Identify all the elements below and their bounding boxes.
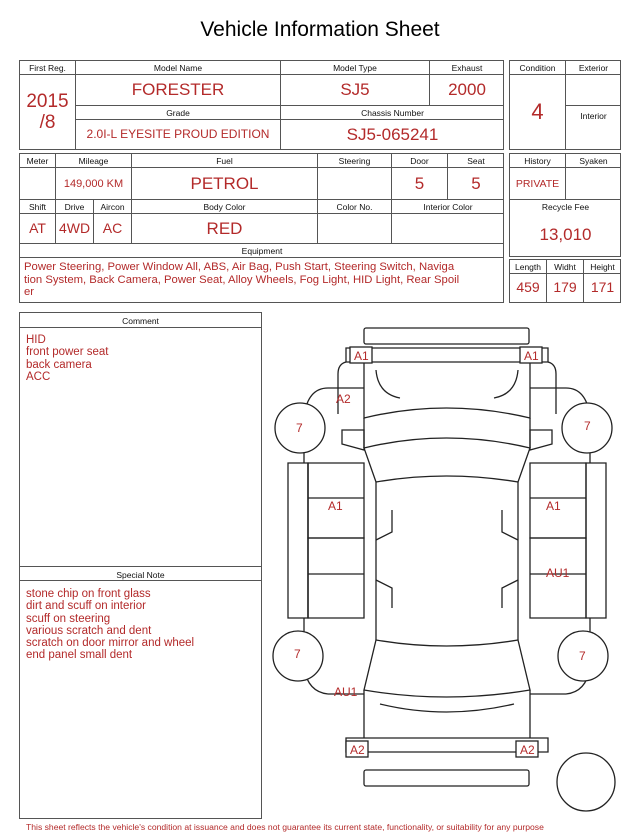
- drive-value: 4WD: [58, 220, 91, 236]
- shift-value: AT: [29, 220, 46, 236]
- aircon-label: Aircon: [100, 202, 125, 212]
- length-label: Length: [515, 262, 541, 272]
- comment-line: back camera: [26, 358, 92, 371]
- drive-label: Drive: [64, 202, 85, 212]
- chassis-number-label: Chassis Number: [361, 108, 424, 118]
- condition-label: Condition: [519, 63, 556, 73]
- spare-wheel: [557, 753, 615, 811]
- comment-list: [26, 334, 108, 383]
- fuel-value: PETROL: [190, 174, 259, 193]
- mark-right-front-wheel: 7: [584, 419, 591, 433]
- basic-info-table: [19, 60, 504, 150]
- width-value: 179: [553, 279, 577, 295]
- equipment-label: Equipment: [241, 246, 283, 256]
- exterior-label: Exterior: [578, 63, 609, 73]
- aircon-value: AC: [102, 220, 123, 236]
- equipment-line: tion System, Back Camera, Power Seat, Alloy Wheels, Fog Light, HID Light, Rear Spoil: [24, 273, 460, 286]
- special-note-line: stone chip on front glass: [26, 588, 151, 600]
- special-note-line: scratch on door mirror and wheel: [26, 637, 195, 650]
- fuel-label: Fuel: [216, 156, 233, 166]
- shift-label: Shift: [28, 202, 46, 212]
- body-color-value: RED: [206, 219, 243, 238]
- grade-label: Grade: [166, 108, 190, 118]
- color-no-label: Color No.: [336, 202, 373, 212]
- syaken-label: Syaken: [579, 156, 608, 166]
- meter-label: Meter: [26, 156, 49, 166]
- recycle-fee-value: 13,010: [539, 225, 592, 244]
- equipment-text: [24, 261, 459, 299]
- spec-table: [19, 153, 504, 303]
- comment-line: front power seat: [26, 346, 109, 359]
- recycle-fee-label: Recycle Fee: [541, 202, 590, 212]
- mark-left-rear-wheel: 7: [294, 647, 301, 661]
- mark-front-left-corner: A1: [354, 349, 369, 363]
- mark-left-front-wheel: 7: [296, 421, 303, 435]
- dimensions-table: [509, 259, 621, 303]
- first-reg-label: First Reg.: [29, 63, 66, 73]
- model-type-label: Model Type: [333, 63, 377, 73]
- comment-line: HID: [26, 334, 46, 346]
- model-type-value: SJ5: [340, 80, 370, 99]
- car-damage-diagram: [268, 318, 624, 816]
- comment-line: ACC: [26, 370, 51, 383]
- comment-label: Comment: [122, 316, 159, 326]
- body-color-label: Body Color: [203, 202, 246, 212]
- interior-label: Interior: [580, 111, 607, 121]
- mark-left-fender: A2: [336, 392, 351, 406]
- special-note-line: dirt and scuff on interior: [26, 600, 146, 613]
- height-label: Height: [590, 262, 615, 272]
- notes-panel: [19, 312, 262, 819]
- mileage-label: Mileage: [78, 156, 109, 166]
- mark-left-rear-quarter: AU1: [334, 685, 358, 699]
- mark-right-rear-door: AU1: [546, 566, 570, 580]
- seat-value: 5: [471, 174, 481, 193]
- grade-value: 2.0I-L EYESITE PROUD EDITION: [86, 127, 270, 141]
- special-note-line: various scratch and dent: [26, 624, 152, 637]
- exhaust-label: Exhaust: [451, 63, 483, 73]
- condition-value: 4: [531, 99, 544, 124]
- special-note-line: scuff on steering: [26, 612, 111, 625]
- mark-rear-right-corner: A2: [520, 743, 535, 757]
- chassis-number-value: SJ5-065241: [346, 125, 439, 144]
- mark-rear-left-corner: A2: [350, 743, 365, 757]
- mark-front-right-corner: A1: [524, 349, 539, 363]
- width-label: Widht: [554, 262, 576, 272]
- door-value: 5: [414, 174, 425, 193]
- door-label: Door: [410, 156, 429, 166]
- history-table: [509, 153, 621, 257]
- page-title: Vehicle Information Sheet: [200, 18, 440, 41]
- history-value: PRIVATE: [515, 178, 560, 190]
- seat-label: Seat: [467, 156, 485, 166]
- history-label: History: [524, 156, 551, 166]
- mark-right-front-door: A1: [546, 499, 561, 513]
- condition-table: [509, 60, 621, 150]
- model-name-value: FORESTER: [131, 80, 225, 99]
- first-reg-month: /8: [39, 112, 56, 133]
- equipment-line: er: [24, 286, 35, 299]
- model-name-label: Model Name: [153, 63, 203, 73]
- equipment-line: Power Steering, Power Window All, ABS, Air Bag, Push Start, Steering Switch, Naviga: [24, 261, 455, 273]
- length-value: 459: [516, 279, 540, 295]
- special-note-list: [26, 588, 194, 662]
- exhaust-value: 2000: [448, 80, 486, 99]
- mark-right-rear-wheel: 7: [579, 649, 586, 663]
- special-note-label: Special Note: [116, 570, 165, 580]
- first-reg-year: 2015: [26, 91, 69, 112]
- height-value: 171: [590, 279, 615, 295]
- mark-left-front-door: A1: [328, 499, 343, 513]
- interior-cell: [566, 106, 621, 150]
- disclaimer-footer: This sheet reflects the vehicle's condition at issuance and does not guarantee its current state, functionality, or suitability for any purpose: [26, 822, 544, 832]
- interior-color-label: Interior Color: [423, 202, 473, 212]
- steering-label: Steering: [338, 156, 371, 166]
- special-note-line: end panel small dent: [26, 649, 133, 662]
- mileage-value: 149,000 KM: [63, 178, 124, 190]
- recycle-fee-cell: [510, 200, 621, 257]
